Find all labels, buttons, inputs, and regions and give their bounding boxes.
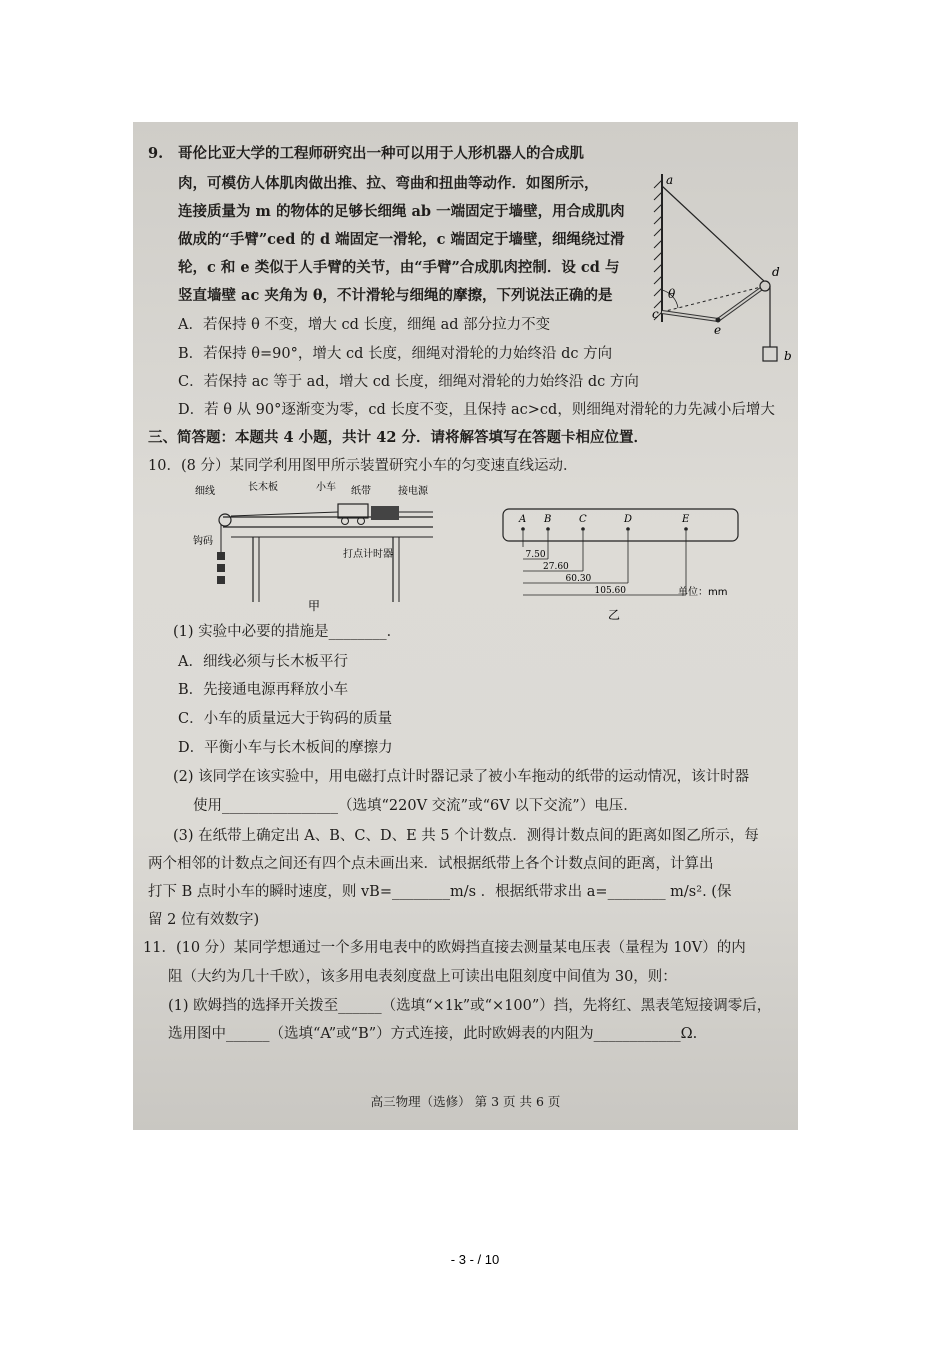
q9-line-5: 轮，c 和 e 类似于人手臂的关节，由“手臂”合成肌肉控制．设 cd 与 <box>178 259 620 276</box>
q9-number: 9. <box>148 145 164 162</box>
q10-part2-line2: 使用________________（选填“220V 交流”或“6V 以下交流”）电压． <box>193 798 638 814</box>
distance-label: 105.60 <box>594 586 626 596</box>
label-d: d <box>772 265 780 279</box>
q10-part1-option-a: A．细线必须与长木板平行 <box>178 654 348 670</box>
q11-line4: 选用图中______（选填“A”或“B”）方式连接，此时欧姆表的内阻为____________Ω. <box>168 1026 698 1042</box>
q9-pulley-figure <box>648 172 792 372</box>
distance-label: 60.30 <box>565 574 592 584</box>
q11-line3: (1) 欧姆挡的选择开关拨至______（选填“×1k”或“×100”）挡，先将红、黑表笔短接调零后， <box>168 998 772 1014</box>
tape-point-c <box>581 527 585 531</box>
label-a: a <box>666 173 674 187</box>
page-number: - 3 - / 10 <box>450 1252 500 1267</box>
q9-option-b: B．若保持 θ=90°，增大 cd 长度，细绳对滑轮的力始终沿 dc 方向 <box>178 346 613 362</box>
q11-line2: 阻（大约为几十千欧），该多用电表刻度盘上可读出电阻刻度中间值为 30，则： <box>168 969 677 985</box>
tape-point-e <box>684 527 688 531</box>
label-rope: 细线 <box>195 486 215 497</box>
section3-heading: 三、简答题：本题共 4 小题，共计 42 分．请将解答填写在答题卡相应位置． <box>148 429 648 446</box>
tape-label-a: A <box>519 514 527 525</box>
distance-label: 27.60 <box>543 562 569 572</box>
q11-line1: 11．(10 分）某同学想通过一个多用电表中的欧姆挡直接去测量某电压表（量程为 10V）的内 <box>143 940 746 956</box>
q10-figure-yi <box>503 507 743 622</box>
unit-label: 单位：mm <box>678 587 728 598</box>
tape-point-a <box>521 527 525 531</box>
q10-part3-line1: (3) 在纸带上确定出 A、B、C、D、E 共 5 个计数点．测得计数点间的距离如图乙所示，每 <box>173 828 759 844</box>
label-car: 小车 <box>316 482 336 493</box>
tape-label-b: B <box>544 514 552 525</box>
distance-label: 7.50 <box>525 550 546 560</box>
q9-line-4: 做成的“手臂”ced 的 d 端固定一滑轮，c 端固定于墙壁，细绳绕过滑 <box>178 231 625 248</box>
scanned-exam-page <box>133 122 798 1130</box>
q10-part1: (1) 实验中必要的措施是________． <box>173 624 402 640</box>
q10-figure-jia <box>193 482 443 612</box>
tape-label-e: E <box>682 514 690 525</box>
q9-line-3: 连接质量为 m 的物体的足够长细绳 ab 一端固定于墙壁，用合成肌肉 <box>178 203 625 220</box>
caption-jia: 甲 <box>308 599 321 613</box>
q10-part1-option-c: C．小车的质量远大于钩码的质量 <box>178 711 393 727</box>
label-e: e <box>714 323 722 337</box>
q10-part2-line1: (2) 该同学在该实验中，用电磁打点计时器记录了被小车拖动的纸带的运动情况，该计时器 <box>173 769 750 785</box>
q9-option-d: D．若 θ 从 90°逐渐变为零，cd 长度不变，且保持 ac>cd，则细绳对滑轮的力先减小后增大 <box>178 402 775 418</box>
exam-page-footer: 高三物理（选修） 第 3 页 共 6 页 <box>370 1094 561 1109</box>
label-power: 接电源 <box>398 486 428 497</box>
label-timer: 打点计时器 <box>343 549 393 560</box>
tape-label-d: D <box>624 514 633 525</box>
label-tape: 纸带 <box>351 486 371 497</box>
caption-yi: 乙 <box>608 608 621 622</box>
tape-point-d <box>626 527 630 531</box>
q9-line-1: 哥伦比亚大学的工程师研究出一种可以用于人形机器人的合成肌 <box>178 145 584 162</box>
q10-part1-option-d: D．平衡小车与长木板间的摩擦力 <box>178 740 393 756</box>
label-b: b <box>784 349 792 363</box>
q10-part1-option-b: B．先接通电源再释放小车 <box>178 682 349 698</box>
label-c: c <box>652 307 659 321</box>
q10-part3-line4: 留 2 位有效数字) <box>148 912 260 928</box>
q10-part3-line2: 两个相邻的计数点之间还有四个点未画出来．试根据纸带上各个计数点间的距离，计算出 <box>148 856 714 872</box>
q10-part3-line3: 打下 B 点时小车的瞬时速度，则 vB=________m/s ．根据纸带求出 a=________ m/s². (保 <box>148 884 732 900</box>
q10-stem: 10．(8 分）某同学利用图甲所示装置研究小车的匀变速直线运动． <box>148 458 578 474</box>
q9-line-2: 肉，可模仿人体肌肉做出推、拉、弯曲和扭曲等动作．如图所示， <box>178 175 599 192</box>
q9-option-a: A．若保持 θ 不变，增大 cd 长度，细绳 ad 部分拉力不变 <box>178 317 551 333</box>
label-board: 长木板 <box>248 482 278 493</box>
tape-point-b <box>546 527 550 531</box>
q9-option-c: C．若保持 ac 等于 ad，增大 cd 长度，细绳对滑轮的力始终沿 dc 方向 <box>178 374 639 390</box>
label-theta: θ <box>668 287 676 301</box>
label-weight: 钩码 <box>193 536 213 547</box>
tape-label-c: C <box>579 514 587 525</box>
q9-line-6: 竖直墙壁 ac 夹角为 θ，不计滑轮与细绳的摩擦，下列说法正确的是 <box>178 287 613 304</box>
